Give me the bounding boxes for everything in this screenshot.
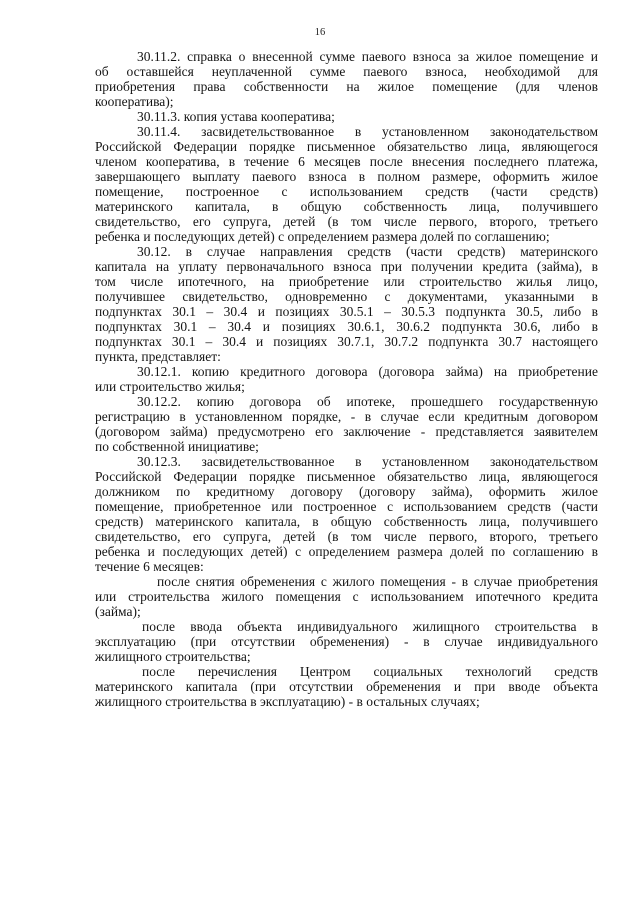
text-line: средств) материнского капитала, в общую собственность лица, получившего [95,514,598,529]
text-line: материнского капитала, в общую собственность лица, получившего [95,199,598,214]
text-line: 30.12.3. засвидетельствованное в установленном законодательством [137,454,598,469]
text-line: членом кооператива, в течение 6 месяцев после внесения последнего платежа, [95,154,598,169]
paragraph-30-11-4 [95,124,598,244]
paragraph-after-encumbrance-removal [95,574,598,619]
text-line: 30.12.1. копию кредитного договора (договора займа) на приобретение [137,364,598,379]
paragraph-30-12-1 [95,364,598,394]
text-line: 30.12.2. копию договора об ипотеке, прошедшего государственную [137,394,598,409]
paragraph-30-12 [95,244,598,364]
text-line: Российской Федерации порядке письменное обязательство лица, являющегося [95,139,598,154]
page-number: 16 [314,27,326,38]
paragraph-30-11-2 [95,49,598,109]
text-line: 30.12. в случае направления средств (части средств) материнского [137,244,598,259]
text-line: получившее свидетельство, одновременно с документами, указанными в [95,289,598,304]
document-body [95,49,598,709]
text-line: кооператива); [95,94,174,109]
text-line: после перечисления Центром социальных технологий средств [142,664,598,679]
text-line: 30.11.3. копия устава кооператива; [137,109,335,124]
text-line: после снятия обременения с жилого помещения - в случае приобретения [157,574,598,589]
text-line: Российской Федерации порядке письменное обязательство лица, являющегося [95,469,598,484]
paragraph-after-transfer [95,664,598,709]
text-line: свидетельство, его супруга, детей (в том числе первого, второго, третьего [95,529,598,544]
text-line: капитала на уплату первоначального взноса при получении кредита (займа), в [95,259,598,274]
text-line: свидетельство, его супруга, детей (в том числе первого, второго, третьего [95,214,598,229]
text-line: течение 6 месяцев: [95,559,204,574]
text-line: подпунктах 30.1 – 30.4 и позициях 30.5.1 – 30.5.3 подпункта 30.5, либо в [95,304,598,319]
text-line: подпунктах 30.1 – 30.4 и позициях 30.7.1, 30.7.2 подпункта 30.7 настоящего [95,334,598,349]
text-line: 30.11.2. справка о внесенной сумме паевого взноса за жилое помещение и [137,49,598,64]
text-line: помещение, приобретенное или построенное с использованием средств (части [95,499,598,514]
text-line: ребенка и последующих детей) с определением размера долей по соглашению в [95,544,598,559]
text-line: или строительство жилья; [95,379,245,394]
text-line: или строительства жилого помещения с использованием ипотечного кредита [95,589,598,604]
text-line: об оставшейся неуплаченной сумме паевого взноса, необходимой для [95,64,598,79]
text-line: по собственной инициативе; [95,439,259,454]
text-line: регистрацию в установленном порядке, - в случае если кредитным договором [95,409,598,424]
text-line: ребенка и последующих детей) с определением размера долей по соглашению; [95,229,550,244]
text-line: должником по кредитному договору (договору займа), оформить жилое [95,484,598,499]
text-line: подпунктах 30.1 – 30.4 и позициях 30.6.1, 30.6.2 подпункта 30.6, либо в [95,319,598,334]
text-line: помещение, построенное с использованием средств (части средств) [95,184,598,199]
text-line: пункта, представляет: [95,349,221,364]
text-line: том числе ипотечного, на приобретение или строительство жилья лицо, [95,274,598,289]
paragraph-30-12-3 [95,454,598,574]
text-line: (займа); [95,604,141,619]
text-line: после ввода объекта индивидуального жилищного строительства в [142,619,598,634]
text-line: жилищного строительства; [95,649,251,664]
text-line: (договором займа) предусмотрено его заключение - представляется заявителем [95,424,598,439]
text-line: приобретения права собственности на жилое помещение (для членов [95,79,598,94]
text-line: эксплуатацию (при отсутствии обременения) - в случае индивидуального [95,634,598,649]
paragraph-30-12-2 [95,394,598,454]
paragraph-30-11-3 [95,109,598,124]
text-line: 30.11.4. засвидетельствованное в установленном законодательством [137,124,598,139]
text-line: материнского капитала (при отсутствии обременения и при вводе объекта [95,679,598,694]
text-line: жилищного строительства в эксплуатацию) - в остальных случаях; [95,694,480,709]
paragraph-after-commissioning [95,619,598,664]
text-line: завершающего выплату паевого взноса в полном размере, оформить жилое [95,169,598,184]
